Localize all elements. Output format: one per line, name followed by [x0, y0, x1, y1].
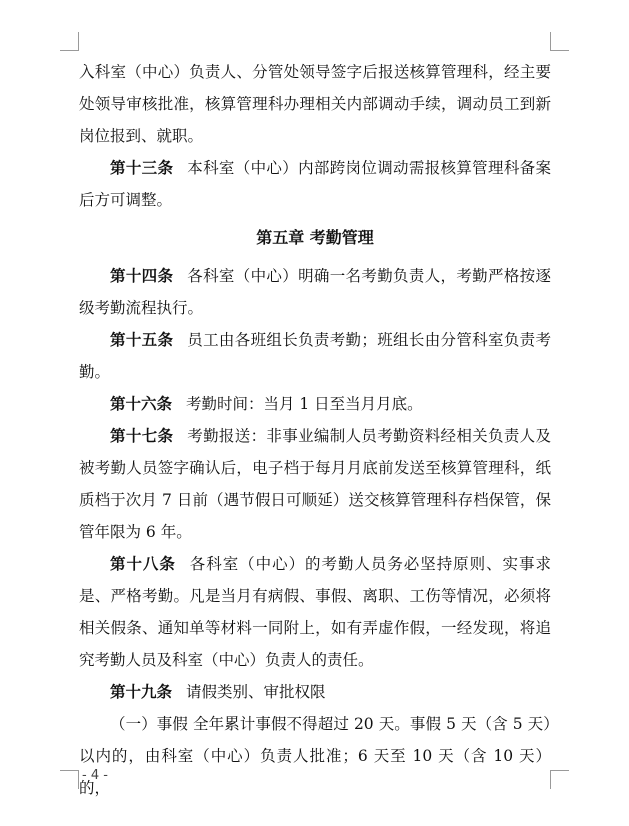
paragraph-text: 入科室（中心）负责人、分管处领导签字后报送核算管理科，经主要处领导审核批准，核算管理科办理相关内部调动手续，调动员工到新岗位报到、就职。: [79, 63, 551, 145]
article-text: 员工由各班组长负责考勤；班组长由分管科室负责考勤。: [79, 331, 551, 381]
crop-mark-top-left: [60, 32, 79, 51]
article-label: 第十七条: [110, 426, 174, 445]
article-text: 各科室（中心）的考勤人员务必坚持原则、实事求是、严格考勤。凡是当月有病假、事假、离职、工伤等情况，必须将相关假条、通知单等材料一同附上，如有弄虚作假，一经发现，将追究考勤人员及科室（中心）负责人的责任。: [79, 555, 551, 669]
article-label: 第十六条: [110, 394, 173, 413]
article-text: 考勤报送：非事业编制人员考勤资料经相关负责人及被考勤人员签字确认后，电子档于每月月底前发送至核算管理科，纸质档于次月 7 日前（遇节假日可顺延）送交核算管理科存档保管，保管年限为 6 年。: [79, 427, 551, 541]
article-label: 第十五条: [110, 330, 174, 349]
article-19: [79, 676, 551, 708]
article-label: 第十三条: [110, 158, 174, 177]
article-text: 本科室（中心）内部跨岗位调动需报核算管理科备案后方可调整。: [79, 159, 551, 209]
chapter-title: 第五章 考勤管理: [256, 228, 374, 247]
article-17: [79, 420, 551, 548]
crop-mark-bottom-left: [60, 770, 79, 789]
article-13: [79, 152, 551, 216]
article-label: 第十八条: [110, 554, 176, 573]
article-text: 考勤时间：当月 1 日至当月月底。: [185, 395, 423, 413]
crop-mark-bottom-right: [550, 770, 569, 789]
article-text: 请假类别、审批权限: [185, 683, 326, 701]
article-18: [79, 548, 551, 676]
clause-text: （一）事假 全年累计事假不得超过 20 天。事假 5 天（含 5 天）以内的，由科室（中心）负责人批准；6 天至 10 天（含 10 天）的，: [79, 715, 551, 797]
article-label: 第十四条: [110, 266, 174, 285]
page-number: - 4 -: [82, 768, 108, 783]
crop-mark-top-right: [550, 32, 569, 51]
document-body: [79, 56, 551, 804]
article-14: [79, 260, 551, 324]
article-16: [79, 388, 551, 420]
article-15: [79, 324, 551, 388]
article-label: 第十九条: [110, 682, 173, 701]
paragraph-continued: [79, 56, 551, 152]
clause-personal-leave: [79, 708, 551, 804]
article-text: 各科室（中心）明确一名考勤负责人，考勤严格按逐级考勤流程执行。: [79, 267, 551, 317]
